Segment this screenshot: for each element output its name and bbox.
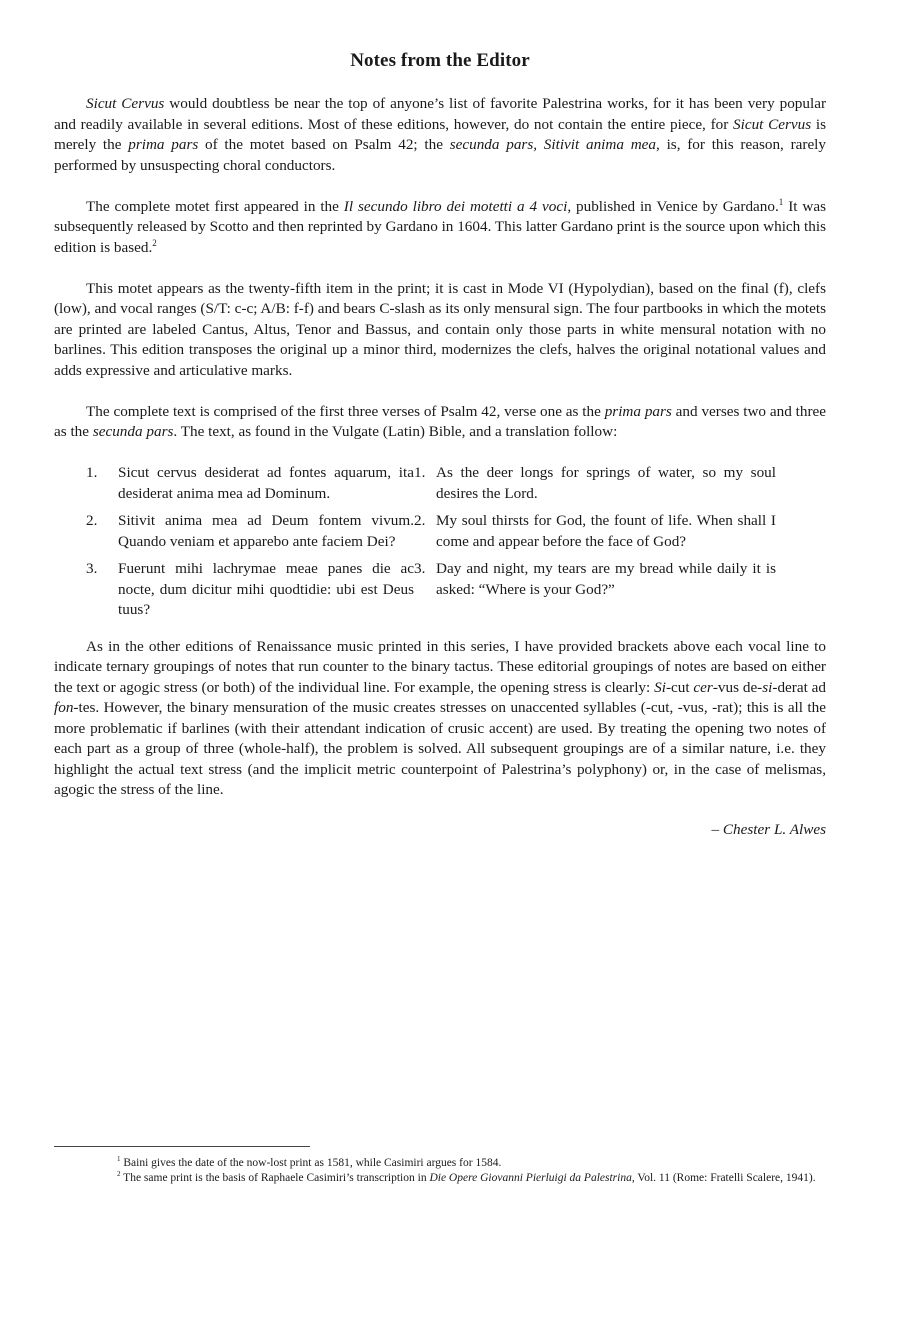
verse-english: As the deer longs for springs of water, so my soul desires the Lord. [436, 464, 776, 502]
verse-latin: Sitivit anima mea ad Deum fontem vivum. Quando veniam et apparebo ante faciem Dei? [118, 512, 414, 550]
verse-number-english: 1. [414, 464, 426, 481]
footnotes [54, 1156, 826, 1186]
footnote-ref-1: 1 [778, 196, 784, 207]
footnote-ref-2: 2 [152, 237, 157, 248]
verse-english: Day and night, my tears are my bread while daily it is asked: “Where is your God?” [436, 560, 776, 598]
verse-latin: Fuerunt mihi lachrymae meae panes die ac nocte, dum dicitur mihi quodtidie: ubi est Deus tuus? [118, 560, 414, 618]
footnote-1: $^1$ Baini gives the date of the now-lost print as 1581, while Casimiri argues for 1584. [117, 1155, 502, 1169]
verse-number: 2. [86, 512, 98, 529]
paragraph-text-intro: The complete text is comprised of the first three verses of Psalm 42, verse one as the prima pars and verses two and three as the secunda pars. The text, as found in the Vulgate (Latin) Bible, and a translation follow: [54, 402, 826, 440]
footnote-2: $^2$ The same print is the basis of Raphaele Casimiri’s transcription in Die Opere Giovanni Pierluigi da Palestrina, Vol. 11 (Rome: Fratelli Scalere, 1941). [117, 1170, 816, 1184]
verse-row [54, 463, 826, 504]
verse-row [54, 559, 826, 621]
verse-number-english: 2. [414, 512, 426, 529]
paragraph-publication: The complete motet first appeared in the Il secundo libro dei motetti a 4 voci, published in Venice by Gardano.$^1$ It was subsequently released by Scotto and then reprinted by Gardano in 1604. This latter Gardano print is the source upon which this edition is based.$^2$ [54, 196, 826, 256]
editor-notes-page [54, 50, 826, 839]
footnote-divider [54, 1146, 310, 1147]
verse-number: 3. [86, 560, 98, 577]
verse-number-english: 3. [414, 560, 426, 577]
verse-list [54, 463, 826, 621]
paragraph-intro: Sicut Cervus would doubtless be near the top of anyone’s list of favorite Palestrina works, for it has been very popular and readily available in several editions. Most of these editions, however, do not contain the entire piece, for Sicut Cervus is merely the prima pars of the motet based on Psalm 42; the secunda pars, Sitivit anima mea, is, for this reason, rarely performed by unsuspecting choral conductors. [54, 95, 826, 174]
page-title: Notes from the Editor [350, 50, 530, 71]
author-signature: – Chester L. Alwes [711, 821, 826, 838]
verse-number: 1. [86, 464, 98, 481]
paragraph-mode: This motet appears as the twenty-fifth item in the print; it is cast in Mode VI (Hypolydian), based on the final (f), clefs (low), and vocal ranges (S/T: c-c; A/B: f-f) and bears C-slash as its only mensural sign. The four partbooks in which the motets are printed are labeled Cantus, Altus, Tenor and Bassus, and contain only those parts in white mensural notation with no barlines. This edition transposes the original up a minor third, modernizes the clefs, halves the original notational values and adds expressive and articulative marks. [54, 279, 826, 379]
paragraph-brackets: As in the other editions of Renaissance music printed in this series, I have provided brackets above each vocal line to indicate ternary groupings of notes that run counter to the binary tactus. These editorial groupings of notes are based on either the text or agogic stress (or both) of the individual line. For example, the opening stress is clearly: Si-cut cer-vus de-si-derat ad fon-tes. However, the binary mensuration of the music creates stresses on unaccented syllables (-cut, -vus, -rat); this is all the more problematic if barlines (with their attendant indication of crusic accent) are used. By treating the opening two notes of each part as a group of three (whole-half), the problem is solved. All subsequent groupings are of a similar nature, i.e. they highlight the actual text stress (and the implicit metric counterpoint of Palestrina’s polyphony) or, in the case of melismas, agogic the stress of the line. [54, 637, 826, 798]
verse-english: My soul thirsts for God, the fount of life. When shall I come and appear before the face of God? [436, 512, 776, 550]
verse-latin: Sicut cervus desiderat ad fontes aquarum, ita desiderat anima mea ad Dominum. [118, 464, 414, 502]
verse-row [54, 511, 826, 552]
